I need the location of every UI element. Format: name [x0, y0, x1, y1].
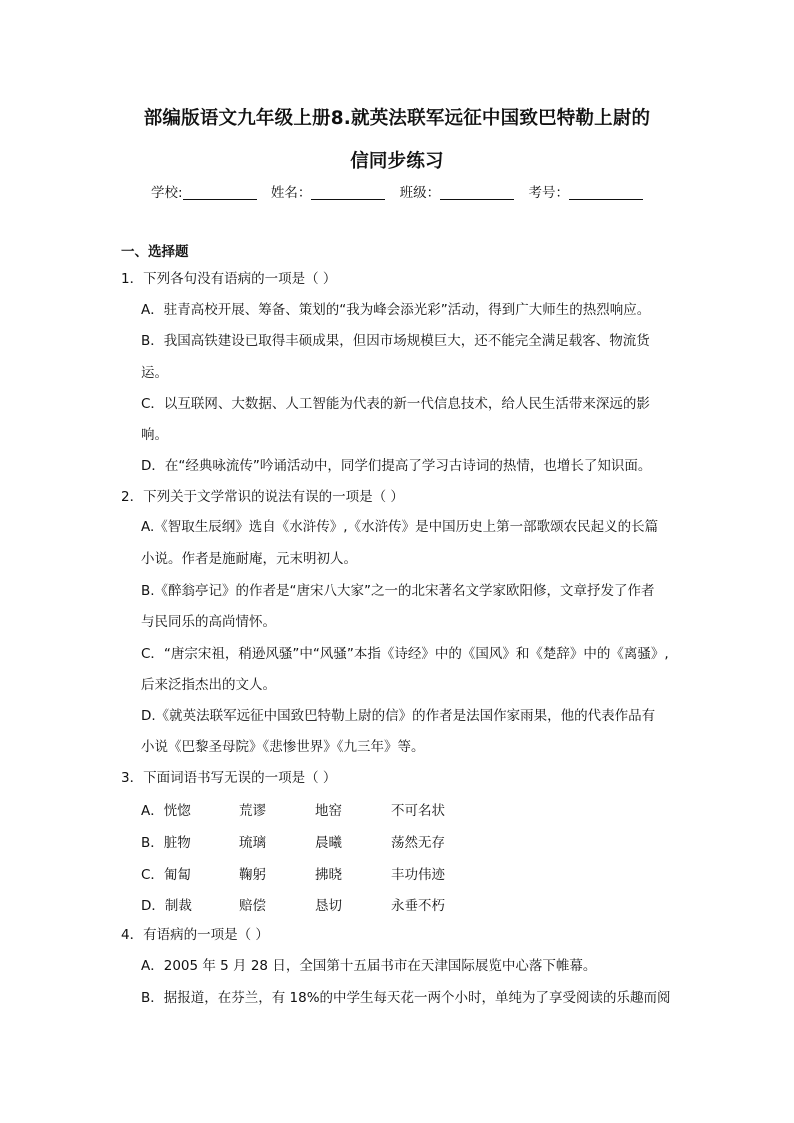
option-a-word-1: A．恍惚: [141, 803, 191, 819]
option-a-word-2: 荒谬: [239, 803, 266, 819]
option-b-word-3: 晨曦: [315, 835, 342, 851]
exam-no-label: 考号：: [528, 185, 569, 201]
question-1-line-4: C．以互联网、大数据、人工智能为代表的新一代信息技术，给人民生活带来深远的影: [141, 396, 650, 412]
option-b-word-1: B．脏物: [141, 835, 191, 851]
option-c-word-1: C．匍匐: [141, 867, 191, 883]
school-blank[interactable]: [183, 185, 257, 200]
option-d-word-3: 恳切: [315, 898, 342, 914]
option-b-word-2: 琉璃: [239, 835, 266, 851]
section-title: 一、选择题: [121, 244, 189, 260]
school-field: [151, 181, 257, 201]
question-2-line-1: A.《智取生辰纲》选自《水浒传》,《水浒传》是中国历史上第一部歌颂农民起义的长篇: [141, 519, 659, 535]
question-2-line-2: 小说。作者是施耐庵，元末明初人。: [141, 551, 357, 567]
student-info-row: [0, 181, 794, 201]
question-3-stem: 3．下面词语书写无误的一项是（ ）: [121, 770, 337, 786]
question-4-line-2: B．据报道，在芬兰，有 18%的中学生每天花一两个小时，单纯为了享受阅读的乐趣而阅: [141, 990, 671, 1006]
class-label: 班级：: [399, 185, 441, 201]
question-1-line-3: 运。: [141, 365, 168, 381]
question-2-stem: 2．下列关于文学常识的说法有误的一项是（ ）: [121, 489, 404, 505]
option-c-word-3: 拂晓: [315, 867, 342, 883]
option-d-word-2: 赔偿: [239, 898, 266, 914]
option-c-word-2: 鞠躬: [239, 867, 266, 883]
question-2-line-5: C．“唐宗宋祖，稍逊风骚”中“风骚”本指《诗经》中的《国风》和《楚辞》中的《离骚》,: [141, 646, 669, 662]
question-2-line-4: 与民同乐的高尚情怀。: [141, 614, 276, 630]
question-2-line-3: B.《醉翁亭记》的作者是“唐宋八大家”之一的北宋著名文学家欧阳修，文章抒发了作者: [141, 583, 655, 599]
question-2-line-7: D.《就英法联军远征中国致巴特勒上尉的信》的作者是法国作家雨果，他的代表作品有: [141, 708, 656, 724]
name-label: 姓名：: [270, 185, 312, 201]
option-a-word-4: 不可名状: [391, 803, 445, 819]
question-4-stem: 4．有语病的一项是（ ）: [121, 927, 269, 943]
exam-no-blank[interactable]: [569, 185, 643, 200]
question-2-line-8: 小说《巴黎圣母院》《悲惨世界》《九三年》等。: [141, 739, 425, 755]
question-1-line-6: D．在“经典咏流传”吟诵活动中，同学们提高了学习古诗词的热情，也增长了知识面。: [141, 458, 652, 474]
option-a-word-3: 地窑: [315, 803, 342, 819]
class-blank[interactable]: [440, 185, 514, 200]
class-field: [400, 181, 515, 201]
document-title-line-1: 部编版语文九年级上册8.就英法联军远征中国致巴特勒上尉的: [143, 108, 651, 129]
question-4-line-1: A．2005 年 5 月 28 日，全国第十五届书市在天津国际展览中心落下帷幕。: [141, 958, 597, 974]
question-1-stem: 1．下列各句没有语病的一项是（ ）: [121, 271, 337, 287]
document-title-line-2: 信同步练习: [350, 151, 444, 172]
question-1-line-1: A．驻青高校开展、筹备、策划的“我为峰会添光彩”活动，得到广大师生的热烈响应。: [141, 302, 651, 318]
name-blank[interactable]: [311, 185, 385, 200]
option-d-word-1: D．制裁: [141, 898, 192, 914]
question-2-line-6: 后来泛指杰出的文人。: [141, 677, 276, 693]
school-label: 学校:: [151, 185, 183, 201]
name-field: [271, 181, 386, 201]
question-1-line-5: 响。: [141, 427, 168, 443]
question-1-line-2: B．我国高铁建设已取得丰硕成果，但因市场规模巨大，还不能完全满足载客、物流货: [141, 333, 650, 349]
option-d-word-4: 永垂不朽: [391, 898, 445, 914]
option-b-word-4: 荡然无存: [391, 835, 445, 851]
option-c-word-4: 丰功伟迹: [391, 867, 445, 883]
exam-no-field: [528, 181, 643, 201]
